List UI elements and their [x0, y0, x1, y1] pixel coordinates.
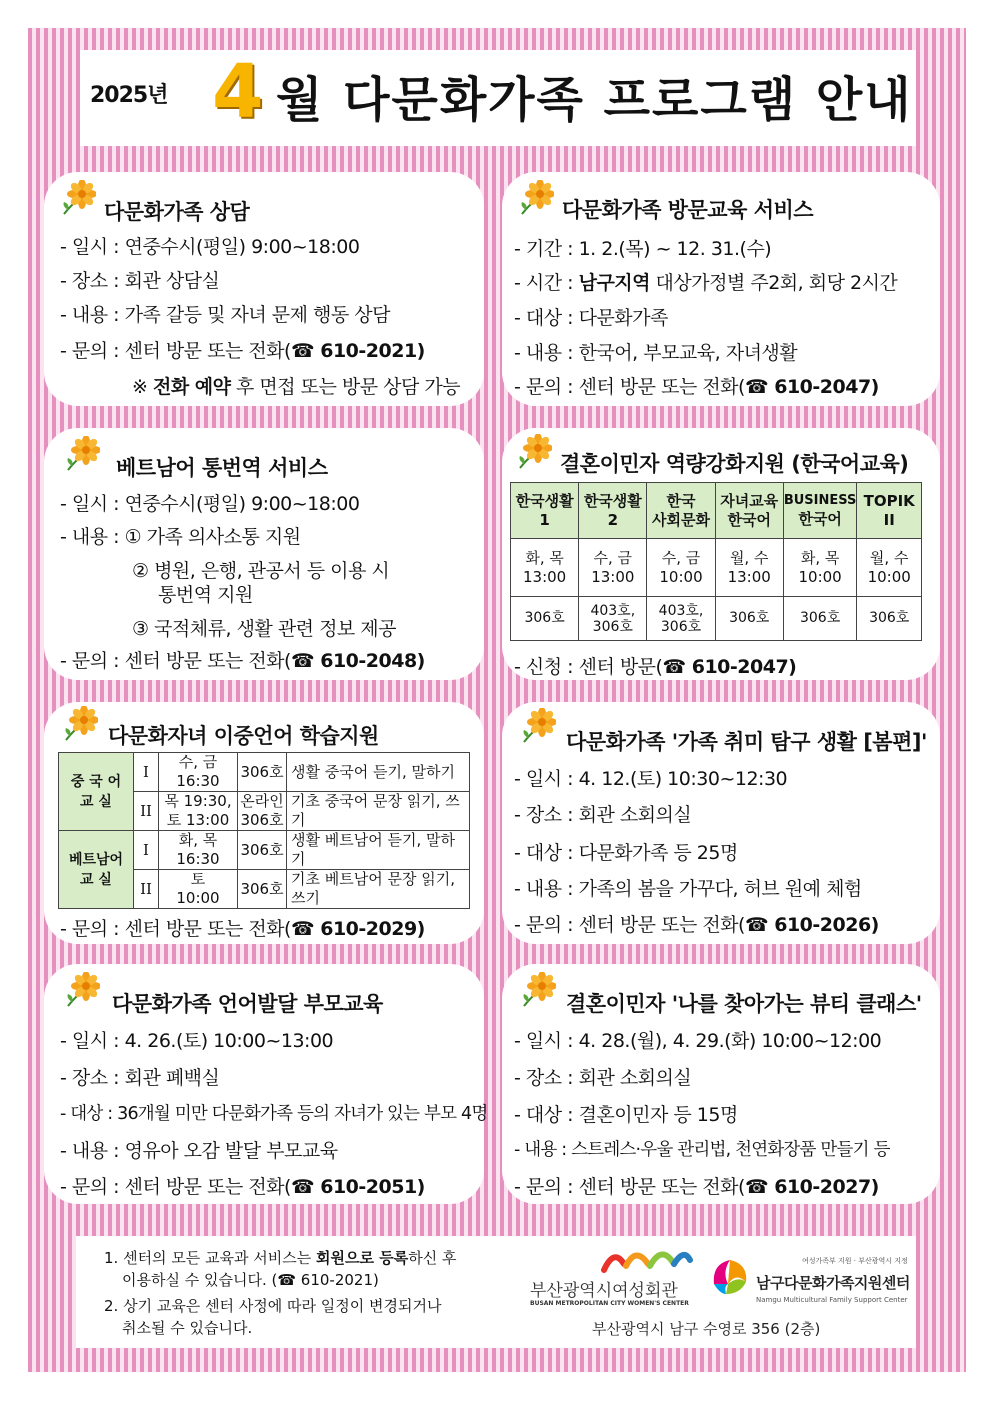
info-line: - 일시 : 연중수시(평일) 9:00~18:00	[60, 236, 360, 258]
room-cell	[238, 831, 287, 870]
card-title: 다문화가족 언어발달 부모교육	[112, 992, 383, 1016]
header-line: 한국어	[727, 510, 771, 529]
time: 10:00	[176, 889, 220, 907]
contact-line	[514, 1172, 879, 1199]
days: 토	[190, 870, 206, 888]
note-emphasis: 전화 예약	[152, 376, 231, 398]
group-name: 중 국 어	[70, 773, 122, 790]
time: 10:00	[867, 567, 911, 586]
multicultural-center-name: 남구다문화가족지원센터	[756, 1274, 910, 1292]
header-line: 자녀교육	[720, 491, 779, 510]
footnote-1	[104, 1248, 456, 1268]
time: 13:00	[522, 567, 567, 586]
room-cell	[647, 597, 715, 641]
info-line: - 일시 : 4. 12.(토) 10:30~12:30	[514, 768, 788, 790]
note-mark: ※	[132, 376, 153, 398]
group-cell	[59, 831, 134, 909]
table-row	[59, 753, 470, 792]
room-cell	[783, 597, 857, 641]
time-cell	[159, 831, 238, 870]
card-title: 다문화자녀 이중언어 학습지원	[108, 724, 379, 748]
table-row	[59, 831, 470, 870]
days: 화, 목	[525, 548, 564, 567]
header-line: BUSINESS	[783, 493, 857, 508]
time-cell	[159, 870, 238, 909]
note-text: 1. 센터의 모든 교육과 서비스는	[104, 1249, 317, 1267]
time: 13:00	[727, 567, 771, 586]
title-month-number: 4	[212, 49, 264, 135]
time: 10:00	[659, 567, 703, 586]
contact-label: - 문의 : 센터 방문 또는 전화(	[514, 376, 745, 398]
room: 403호,	[590, 602, 636, 619]
room-cell	[238, 792, 287, 831]
info-line: - 내용 : ① 가족 의사소통 지원	[60, 526, 301, 548]
apply-label: - 신청 : 센터 방문(	[514, 656, 663, 678]
contact-label: - 문의 : 센터 방문 또는 전화(	[514, 914, 745, 936]
group-name: 교 실	[80, 871, 112, 888]
header-cell	[647, 483, 715, 539]
footnote-1-cont: 이용하실 수 있습니다. (☎ 610-2021)	[122, 1271, 379, 1289]
label: - 시간 :	[514, 272, 579, 294]
room-cell	[238, 753, 287, 792]
header-line: II	[883, 510, 895, 529]
flower-icon	[520, 708, 556, 744]
desc-cell: 기초 베트남어 문장 읽기, 쓰기	[287, 870, 470, 909]
time: 16:30	[176, 850, 220, 868]
days: 월, 수	[869, 548, 909, 567]
room: 306호	[240, 840, 284, 859]
info-line: - 대상 : 다문화가족	[514, 307, 668, 329]
time: 16:30	[176, 772, 220, 790]
footnote-2-cont: 취소될 수 있습니다.	[122, 1319, 253, 1337]
days: 수, 금	[593, 548, 633, 567]
contact-label: - 문의 : 센터 방문 또는 전화(	[514, 1176, 745, 1198]
days: 화, 목	[800, 548, 840, 567]
info-line: ② 병원, 은행, 관공서 등 이용 시	[132, 560, 390, 582]
womens-center-logo	[600, 1244, 694, 1274]
group-name: 교 실	[80, 793, 112, 810]
note-emphasis: 회원으로 등록	[316, 1249, 409, 1267]
phone-number: ☎ 610-2051)	[290, 1176, 425, 1198]
desc-cell: 생활 중국어 듣기, 말하기	[287, 753, 470, 792]
room: 306호	[240, 811, 284, 829]
contact-label: - 문의 : 센터 방문 또는 전화(	[60, 918, 291, 940]
info-line: - 일시 : 연중수시(평일) 9:00~18:00	[60, 493, 360, 515]
card-title: 결혼이민자 '나를 찾아가는 뷰티 클래스'	[566, 992, 922, 1016]
days: 수, 금	[178, 753, 218, 771]
note-text: 후 면접 또는 방문 상담 가능	[230, 376, 461, 398]
room-cell	[715, 597, 783, 641]
contact-label: - 문의 : 센터 방문 또는 전화(	[60, 340, 291, 362]
contact-label: - 문의 : 센터 방문 또는 전화(	[60, 650, 291, 672]
card-title: 다문화가족 '가족 취미 탐구 생활 [봄편]'	[566, 730, 927, 754]
note-text: 하신 후	[408, 1249, 457, 1267]
flower-icon	[62, 706, 98, 742]
desc-cell: 생활 베트남어 듣기, 말하기	[287, 831, 470, 870]
header-cell	[579, 483, 647, 539]
header-line: TOPIK	[863, 491, 915, 510]
card-title: 다문화가족 방문교육 서비스	[562, 198, 814, 222]
header-cell	[857, 483, 922, 539]
info-line: - 일시 : 4. 28.(월), 4. 29.(화) 10:00~12:00	[514, 1030, 882, 1052]
info-line: - 장소 : 회관 폐백실	[60, 1067, 220, 1089]
korean-class-table	[510, 482, 922, 641]
info-line: - 장소 : 회관 소회의실	[514, 804, 692, 826]
info-line: - 대상 : 다문화가족 등 25명	[514, 842, 738, 864]
info-line	[514, 268, 897, 295]
flower-icon	[520, 972, 556, 1008]
header-line: 한국어	[798, 510, 842, 528]
time-cell	[159, 753, 238, 792]
room: 306호	[799, 610, 841, 626]
time: 13:00	[591, 567, 635, 586]
info-line: - 대상 : 결혼이민자 등 15명	[514, 1104, 738, 1126]
flower-icon	[64, 972, 100, 1008]
time-cell	[783, 539, 857, 597]
contact-line	[514, 372, 879, 399]
level-cell: II	[134, 792, 159, 831]
info-line: - 장소 : 회관 상담실	[60, 270, 220, 292]
phone-number: ☎ 610-2026)	[744, 914, 879, 936]
header-cell	[511, 483, 579, 539]
ministry-support-label: 여성가족부 지원 · 부산광역시 지정	[802, 1257, 908, 1265]
apply-line	[514, 652, 796, 679]
emphasis: 남구지역	[578, 272, 651, 294]
header-line: 사회문화	[652, 510, 710, 529]
phone-number: ☎ 610-2047)	[662, 656, 797, 678]
phone-number: ☎ 610-2047)	[744, 376, 879, 398]
room-cell	[238, 870, 287, 909]
level-cell: I	[134, 831, 159, 870]
phone-number: ☎ 610-2027)	[744, 1176, 879, 1198]
time-cell	[511, 539, 579, 597]
info-line: - 내용 : 가족의 봄을 가꾸다, 허브 원예 체험	[514, 878, 862, 900]
room: 온라인	[240, 792, 284, 810]
flower-icon	[64, 436, 100, 472]
time: 토 13:00	[166, 811, 230, 829]
womens-center-name-en: BUSAN METROPOLITAN CITY WOMEN'S CENTER	[530, 1300, 689, 1307]
header-line: 한국생활	[583, 491, 642, 510]
flower-icon	[518, 180, 554, 216]
header-cell	[783, 483, 857, 539]
flower-icon	[60, 180, 96, 216]
room: 306호	[660, 618, 702, 635]
desc-cell: 기초 중국어 문장 읽기, 쓰기	[287, 792, 470, 831]
room: 306호	[240, 879, 284, 898]
info-line: - 기간 : 1. 2.(목) ~ 12. 31.(수)	[514, 238, 772, 260]
page-title: 월 다문화가족 프로그램 안내	[276, 72, 913, 128]
card-title: 다문화가족 상담	[104, 200, 250, 224]
card-title: 베트남어 통번역 서비스	[116, 456, 328, 480]
contact-line	[60, 914, 425, 941]
header-line: 1	[539, 510, 550, 529]
multicultural-center-logo	[708, 1254, 752, 1298]
time-cell	[579, 539, 647, 597]
days: 화, 목	[178, 831, 218, 849]
contact-line	[60, 336, 425, 363]
days: 수, 금	[661, 548, 701, 567]
level-cell: II	[134, 870, 159, 909]
header-line: 한국생활	[515, 491, 574, 510]
text: 대상가정별 주2회, 회당 2시간	[650, 272, 898, 294]
info-line: - 내용 : 스트레스·우울 관리법, 천연화장품 만들기 등	[514, 1140, 890, 1160]
time: 10:00	[798, 567, 842, 586]
info-line: 통번역 지원	[158, 584, 253, 606]
header-cell	[715, 483, 783, 539]
phone-number: ☎ 610-2048)	[290, 650, 425, 672]
room-cell	[511, 597, 579, 641]
header-line: 한국	[666, 491, 696, 510]
phone-number: ☎ 610-2021)	[290, 340, 425, 362]
level-cell: I	[134, 753, 159, 792]
room: 306호	[592, 618, 633, 635]
group-name: 베트남어	[68, 851, 124, 868]
room-cell	[857, 597, 922, 641]
table-header-row	[511, 483, 922, 539]
time-cell	[857, 539, 922, 597]
time-cell	[159, 792, 238, 831]
table-row-rooms	[511, 597, 922, 641]
card-title: 결혼이민자 역량강화지원 (한국어교육)	[560, 452, 909, 476]
room: 403호,	[658, 602, 704, 619]
flower-icon	[516, 434, 552, 470]
room: 306호	[869, 610, 910, 626]
room-cell	[579, 597, 647, 641]
days: 월, 수	[729, 548, 769, 567]
title-year: 2025년	[90, 83, 168, 108]
footnote-2: 2. 상기 교육은 센터 사정에 따라 일정이 변경되거나	[104, 1297, 442, 1315]
info-line: - 장소 : 회관 소회의실	[514, 1067, 692, 1089]
group-cell	[59, 753, 134, 831]
contact-label: - 문의 : 센터 방문 또는 전화(	[60, 1176, 291, 1198]
info-line: - 내용 : 영유아 오감 발달 부모교육	[60, 1140, 338, 1162]
note-line	[132, 372, 460, 399]
phone-number: ☎ 610-2029)	[290, 918, 425, 940]
info-line: - 일시 : 4. 26.(토) 10:00~13:00	[60, 1030, 334, 1052]
multicultural-center-name-en: Namgu Multicultural Family Support Center	[756, 1296, 908, 1304]
womens-center-name: 부산광역시여성회관	[530, 1281, 678, 1301]
contact-line	[60, 1172, 425, 1199]
bilingual-class-table	[58, 752, 470, 909]
time-cell	[647, 539, 715, 597]
header-line: 2	[607, 510, 619, 529]
time-cell	[715, 539, 783, 597]
contact-line	[60, 646, 425, 673]
room: 306호	[524, 610, 565, 626]
room: 306호	[729, 610, 770, 626]
contact-line	[514, 910, 879, 937]
info-line: - 내용 : 가족 갈등 및 자녀 문제 행동 상담	[60, 304, 390, 326]
info-line: - 내용 : 한국어, 부모교육, 자녀생활	[514, 342, 798, 364]
days: 목 19:30,	[164, 792, 232, 810]
room: 306호	[240, 762, 284, 781]
info-line: ③ 국적체류, 생활 관련 정보 제공	[132, 618, 397, 640]
address: 부산광역시 남구 수영로 356 (2층)	[592, 1320, 821, 1338]
table-row-times	[511, 539, 922, 597]
info-line: - 대상 : 36개월 미만 다문화가족 등의 자녀가 있는 부모 4명	[60, 1104, 488, 1124]
